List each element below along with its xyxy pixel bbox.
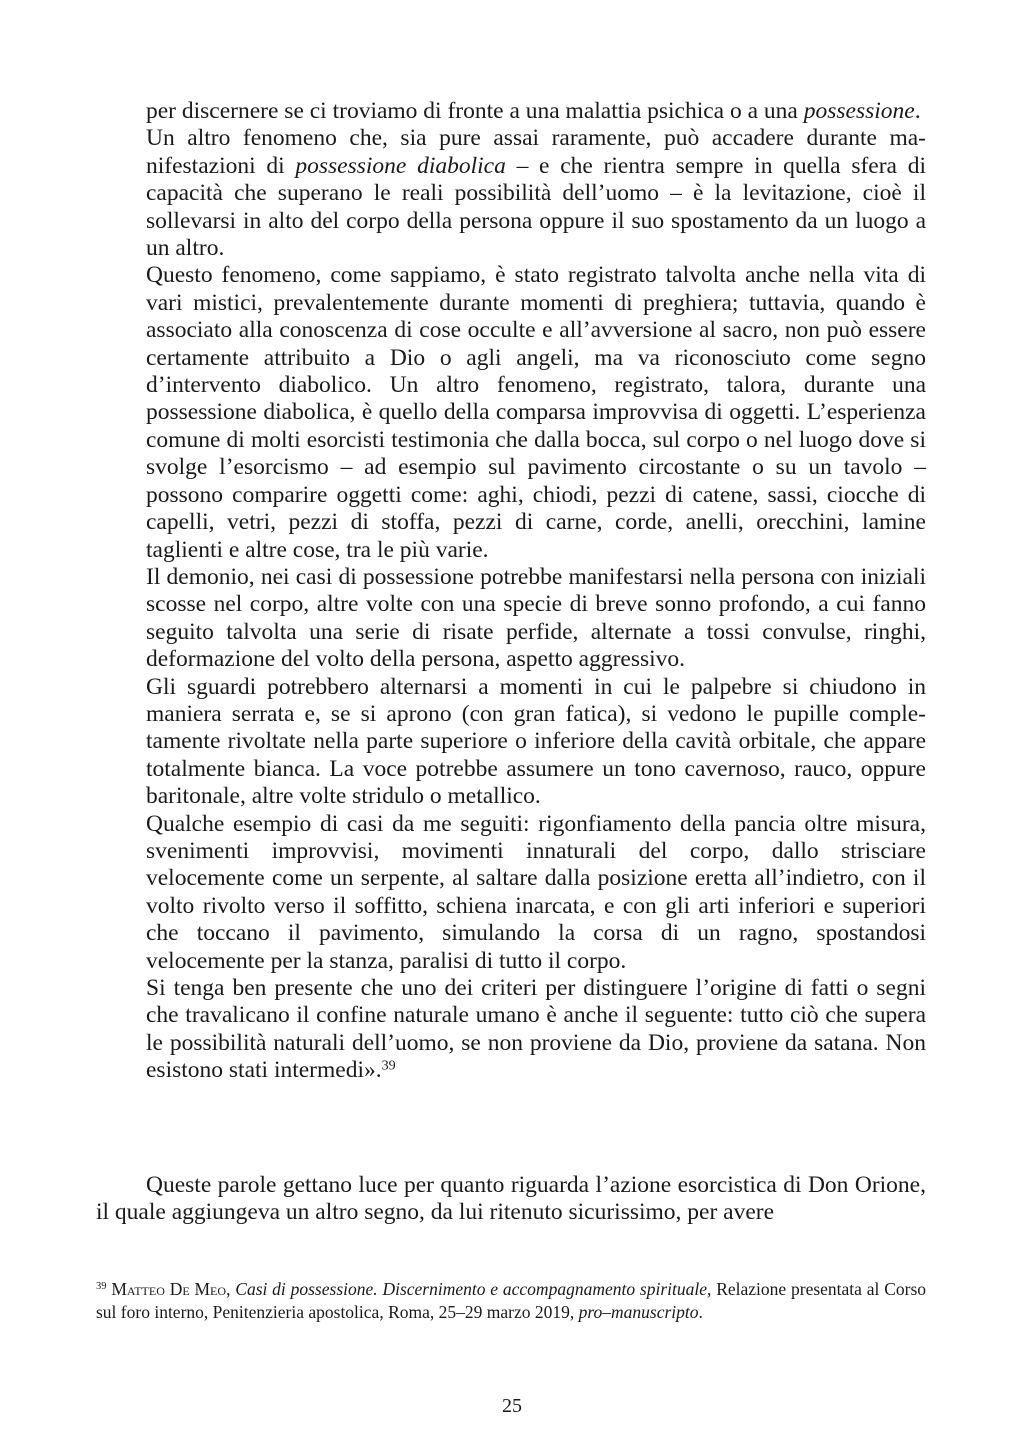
quote-p1-end: . [914, 98, 921, 124]
quote-p7-text: Si tenga ben presente che uno dei criteri per distinguere l’origine di fatti o segni che travalicano il confine naturale umano è anche il seguente: tutto ciò che supera le possibilità naturali dell’uomo, se non proviene da Dio, proviene da satana. Non esistono stati intermedi». [146, 975, 926, 1084]
footnote-author: Matteo De Meo [111, 1279, 227, 1299]
block-quote [146, 98, 926, 1085]
body-text [96, 1172, 926, 1227]
quote-p2-rest: – e che rientra sempre in quella sfera di capacità che superano le reali possibilità dell’uomo – è la levitazione, cioè il sollevarsi in alto del corpo della persona oppure il suo spostamento da un luogo a un altro. [146, 152, 926, 262]
footnote-number: 39 [96, 1281, 107, 1293]
quote-p2-text: Un altro fenomeno che, sia pure assai raramente, può accadere durante manifestazioni di [146, 125, 926, 179]
quote-paragraph-6: Qualche esempio di casi da me seguiti: rigonfiamento della pancia oltre misura, svenimenti improvvisi, movimenti innaturali del corpo, dallo strisciare velocemente come un serpente, al saltare dalla posizione eretta all’indietro, con il volto rivolto verso il soffitto, schiena inarcata, e con gli arti inferiori e superiori che toccano il pavimento, simulando la corsa di un ragno, spostandosi velocemente per la stanza, paralisi di tutto il corpo. [146, 810, 926, 974]
footnote-text [96, 1278, 926, 1323]
footnote-end: . [698, 1301, 703, 1322]
footnote [96, 1278, 926, 1323]
quote-paragraph-7 [146, 975, 926, 1085]
quote-paragraph-4: Il demonio, nei casi di possessione potrebbe manifestarsi nella persona con iniziali scosse nel corpo, altre volte con una specie di breve sonno profondo, a cui fanno seguito talvolta una serie di risate perfide, alternate a tossi convulse, ringhi, deformazione del volto della persona, aspetto aggressivo. [146, 563, 926, 673]
quote-p2-italic: possessione diabolica [295, 152, 506, 179]
quote-paragraph-3: Questo fenomeno, come sappiamo, è stato registrato talvolta anche nella vita di vari mistici, prevalentemente durante momenti di preghiera; tuttavia, quando è associato alla conoscenza di cose occulte e all’avversione al sacro, non può essere certamente attribuito a Dio o agli angeli, ma va riconosciuto come segno d’intervento diabolico. Un altro fenomeno, registrato, talora, durante una possessione diabolica, è quello della comparsa improvvisa di oggetti. L’esperienza comune di molti esorcisti testimonia che dalla bocca, sul corpo o nel luogo dove si svolge l’esorcismo – ad esempio sul pavimento circostante o su un tavolo – possono comparire oggetti come: aghi, chiodi, pezzi di catene, sassi, ciocche di capelli, vetri, pezzi di stoffa, pezzi di carne, corde, anelli, orecchini, lamine taglienti e altre cose, tra le più varie. [146, 262, 926, 563]
footnote-separator: , [226, 1279, 236, 1299]
footnote-details: , Relazione presentata al Corso sul foro interno, Penitenzieria apostolica, Roma, 25–29 marzo 2019, [96, 1279, 927, 1322]
quote-paragraph-5: Gli sguardi potrebbero alternarsi a momenti in cui le palpebre si chiudono in maniera serrata e, se si aprono (con gran fatica), si vedono le pupille completamente rivoltate nella parte superiore o inferiore della cavità orbitale, che appare totalmente bianca. La voce potrebbe assumere un tono cavernoso, rauco, oppure baritonale, altre volte stridulo o metallico. [146, 673, 926, 810]
footnote-title: Casi di possessione. Discernimento e accompagnamento spirituale [235, 1279, 707, 1299]
quote-paragraph-1 [146, 98, 926, 125]
quote-paragraph-2 [146, 125, 926, 262]
quote-p1-text: per discernere se ci troviamo di fronte a una malattia psichica o a una [146, 98, 804, 124]
footnote-pro-manuscripto: pro–manuscripto [578, 1301, 699, 1322]
body-paragraph: Queste parole gettano luce per quanto riguarda l’azione esorcistica di Don Orione, il quale aggiungeva un altro segno, da lui ritenuto sicurissimo, per avere [96, 1172, 926, 1226]
page-number: 25 [502, 1395, 522, 1417]
quote-p1-italic: possessione [803, 98, 915, 124]
footnote-reference[interactable]: 39 [381, 1057, 396, 1074]
